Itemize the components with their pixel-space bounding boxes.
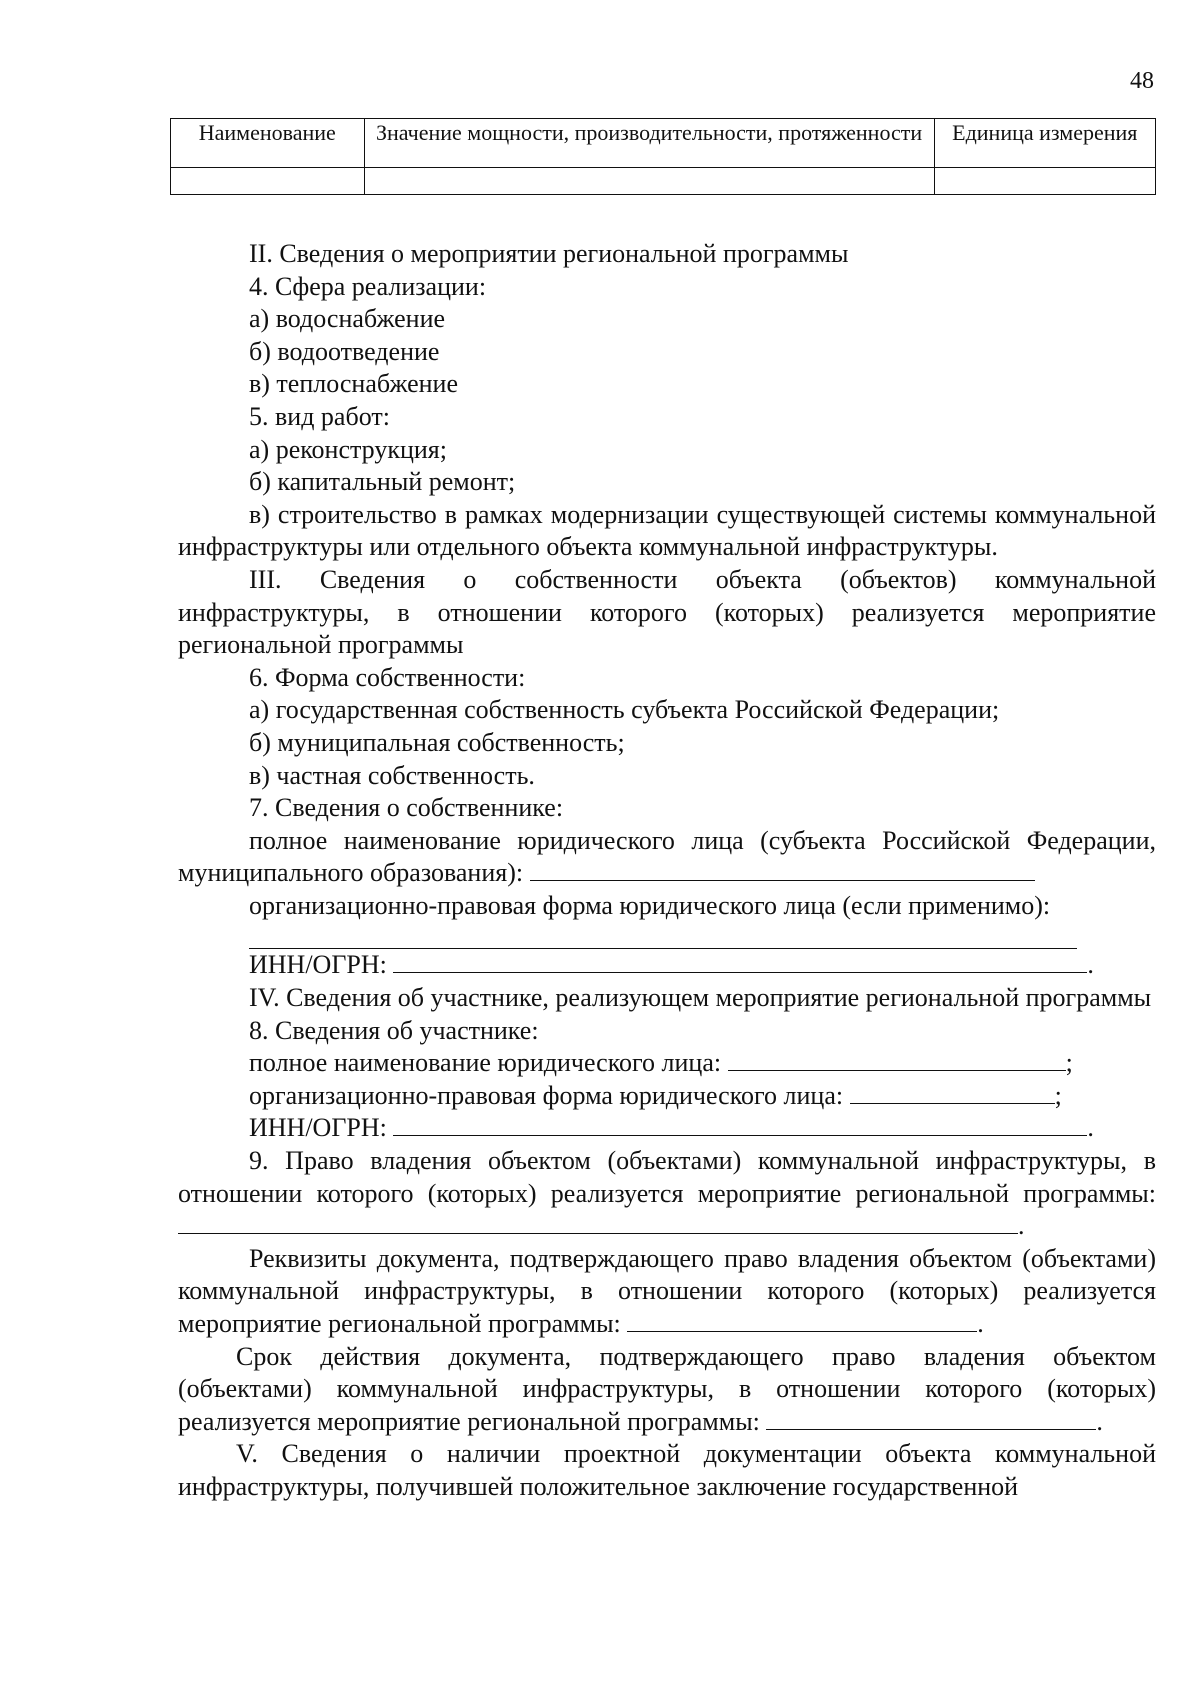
- owner-inn-blank[interactable]: [393, 950, 1087, 973]
- table-cell[interactable]: [934, 168, 1155, 195]
- document-details-blank[interactable]: [627, 1309, 977, 1332]
- section-heading: II. Сведения о мероприятии региональной программы: [249, 239, 849, 268]
- list-item: в) теплоснабжение: [249, 369, 458, 399]
- punctuation: .: [1018, 1211, 1025, 1241]
- list-item: в) строительство в рамках модернизации существующей системы коммунальной инфраструктуры или отдельного объекта коммунальной инфраструктуры.: [178, 499, 1156, 562]
- table-row: [171, 168, 1156, 195]
- list-item: б) капитальный ремонт;: [249, 467, 516, 497]
- section-heading: V. Сведения о наличии проектной документации объекта коммунальной инфраструктуры, получившей положительное заключение государственной: [178, 1439, 1156, 1501]
- page-number: 48: [1130, 68, 1154, 94]
- table-header-cell: Значение мощности, производительности, протяженности: [364, 119, 934, 168]
- table-cell[interactable]: [171, 168, 365, 195]
- list-item: б) муниципальная собственность;: [249, 727, 625, 757]
- table-header-row: [171, 119, 1156, 168]
- participant-inn-blank[interactable]: [393, 1113, 1087, 1136]
- list-item: б) водоотведение: [249, 336, 440, 366]
- document-body: [178, 238, 1156, 1504]
- ownership-right-blank[interactable]: [178, 1211, 1018, 1234]
- ownership-right-field: [178, 1145, 1156, 1243]
- paragraph: 8. Сведения об участнике:: [249, 1015, 539, 1045]
- section-heading: IV. Сведения об участнике, реализующем мероприятие региональной программы: [249, 983, 1152, 1013]
- owner-full-name-blank[interactable]: [530, 858, 1035, 881]
- punctuation: .: [1096, 1406, 1103, 1436]
- participant-full-name-field: [178, 1047, 1156, 1080]
- field-label: 9. Право владения объектом (объектами) коммунальной инфраструктуры, в отношении которого (которых) реализуется мероприятие региональной программы:: [178, 1146, 1156, 1208]
- owner-full-name-field: [178, 825, 1156, 890]
- punctuation: .: [977, 1309, 984, 1338]
- field-label: ИНН/ОГРН:: [249, 1113, 387, 1143]
- field-label: полное наименование юридического лица:: [249, 1048, 722, 1078]
- table-cell[interactable]: [364, 168, 934, 195]
- document-validity-blank[interactable]: [766, 1407, 1096, 1430]
- list-item: а) водоснабжение: [249, 304, 446, 334]
- owner-legal-form-blank[interactable]: [249, 922, 1077, 949]
- punctuation: .: [1087, 950, 1094, 980]
- list-item: в) частная собственность.: [249, 760, 535, 790]
- field-label: организационно-правовая форма юридического лица:: [249, 1080, 844, 1110]
- section-heading: III. Сведения о собственности объекта (объектов) коммунальной инфраструктуры, в отношении которого (которых) реализуется мероприятие региональной программы: [178, 564, 1156, 660]
- punctuation: .: [1087, 1113, 1094, 1143]
- paragraph: 7. Сведения о собственнике:: [249, 793, 564, 823]
- paragraph: 5. вид работ:: [249, 401, 390, 431]
- field-label: полное наименование юридического лица (субъекта Российской Федерации, муниципального образования):: [178, 825, 1156, 888]
- paragraph: 4. Сфера реализации:: [249, 271, 487, 301]
- participant-inn-field: [178, 1112, 1156, 1145]
- punctuation: ;: [1054, 1080, 1062, 1110]
- field-label: ИНН/ОГРН:: [249, 950, 387, 980]
- field-label: Реквизиты документа, подтверждающего право владения объектом (объектами) коммунальной инфраструктуры, в отношении которого (которых) реализуется мероприятие региональной программы:: [178, 1243, 1156, 1338]
- list-item: а) государственная собственность субъекта Российской Федерации;: [249, 695, 1000, 725]
- list-item: а) реконструкция;: [249, 434, 447, 464]
- document-details-field: [178, 1243, 1156, 1341]
- capacity-table: [170, 118, 1156, 195]
- owner-inn-field: [178, 949, 1156, 982]
- participant-full-name-blank[interactable]: [728, 1048, 1066, 1071]
- paragraph: 6. Форма собственности:: [249, 662, 526, 692]
- owner-legal-form-label: организационно-правовая форма юридического лица (если применимо):: [249, 890, 1051, 920]
- table-header-cell: Единица измерения: [934, 119, 1155, 168]
- table-header-cell: Наименование: [171, 119, 365, 168]
- document-validity-field: [178, 1341, 1156, 1439]
- participant-legal-form-blank[interactable]: [850, 1081, 1055, 1104]
- participant-legal-form-field: [178, 1080, 1156, 1113]
- field-label: Срок действия документа, подтверждающего право владения объектом (объектами) коммунальной инфраструктуры, в отношении которого (которых) реализуется мероприятие региональной программы:: [178, 1341, 1156, 1436]
- punctuation: ;: [1065, 1048, 1073, 1078]
